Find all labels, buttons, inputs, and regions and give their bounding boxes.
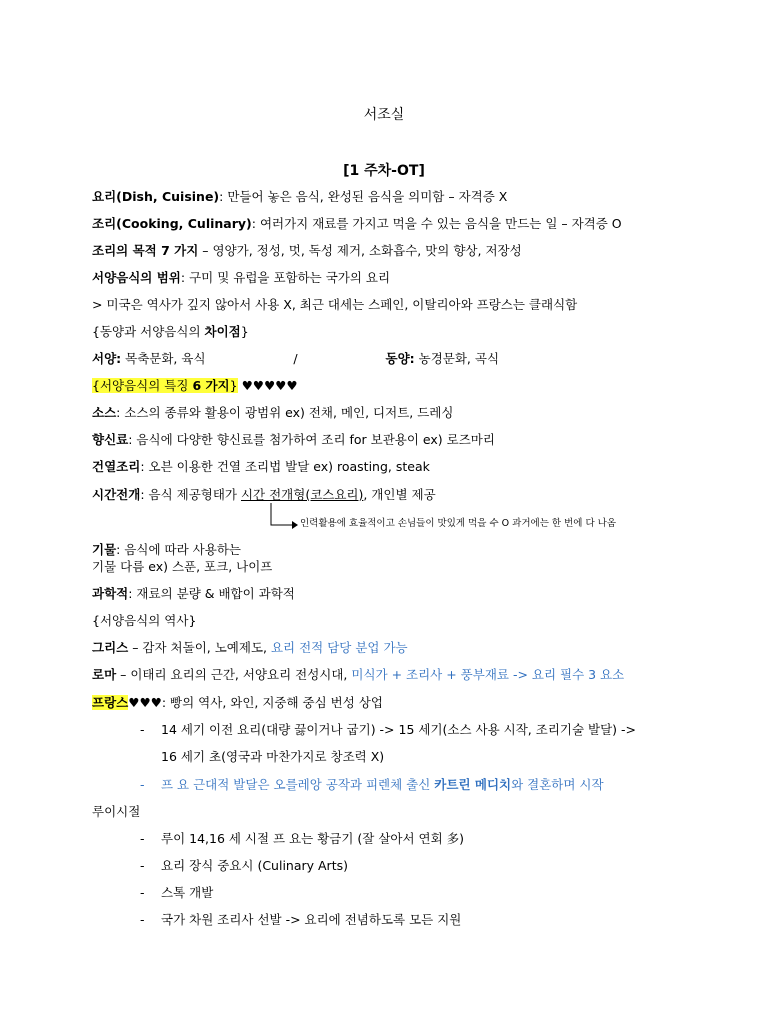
arrow-icon: [268, 503, 298, 533]
text: {서양음식의 특징: [92, 378, 193, 393]
bullet-dash: -: [140, 722, 145, 737]
term: 로마: [92, 667, 117, 682]
text: 목축문화, 육식: [121, 351, 206, 366]
text: , 개인별 제공: [363, 487, 436, 502]
term: 조리(Cooking, Culinary): [92, 216, 252, 231]
text: }: [229, 378, 238, 393]
term: 그리스: [92, 640, 129, 655]
term: 과학적: [92, 586, 129, 601]
bullet-dash: -: [140, 885, 145, 900]
line-dish: [92, 188, 507, 206]
week-heading: [1 주차-OT]: [343, 163, 425, 179]
text: 농경문화, 곡식: [414, 351, 500, 366]
document-title: 서조실: [363, 107, 405, 123]
text: : 오븐 이용한 건열 조리법 발달 ex) roasting, steak: [140, 459, 430, 474]
line-scope: [92, 269, 390, 287]
bullet-dash: -: [140, 831, 145, 846]
bullet-text: 요리 장식 중요시 (Culinary Arts): [161, 858, 348, 873]
line-utensils: [92, 541, 241, 559]
text: : 구미 및 유럽을 포함하는 국가의 요리: [180, 270, 391, 285]
highlight: [92, 378, 238, 393]
term: 조리의 목적 7 가지: [92, 243, 199, 258]
term: 기물: [92, 542, 117, 557]
line-purpose: [92, 242, 522, 260]
bullet-dash: -: [140, 858, 145, 873]
line-time: [92, 486, 436, 504]
line-louis: 루이시절: [92, 804, 141, 819]
line-difference-heading: [92, 323, 249, 341]
line-rome: [92, 666, 624, 684]
text: 프 요 근대적 발달은 오를레앙 공작과 피렌체 출신: [161, 777, 435, 792]
line-cooking: [92, 215, 622, 233]
text: 와 결혼하며 시작: [511, 777, 604, 792]
line-sauce: [92, 404, 453, 422]
term: 소스: [92, 405, 117, 420]
text: : 음식에 다양한 향신료를 첨가하여 조리 for 보관용이 ex) 로즈마리: [128, 432, 495, 447]
slash: /: [293, 351, 298, 366]
hearts: ♥♥♥♥♥: [237, 378, 298, 393]
text: – 이태리 요리의 근간, 서양요리 전성시대,: [116, 667, 352, 682]
underlined-text: 시간 전개형(코스요리): [240, 487, 364, 502]
term: 건열조리: [92, 459, 141, 474]
bullet-continuation: 16 세기 초(영국과 마찬가지로 창조력 X): [161, 749, 385, 764]
bullet-text: 루이 14,16 세 시절 프 요는 황금기 (잘 살아서 연회 多): [161, 831, 465, 846]
text: : 음식에 따라 사용하는: [116, 542, 241, 557]
blue-text: 미식가 + 조리사 + 풍부재료 -> 요리 필수 3 요소: [351, 667, 625, 682]
text: {동양과 서양음식의: [92, 324, 205, 339]
line-spice: [92, 431, 495, 449]
term: 시간전개: [92, 487, 141, 502]
bullet-text: 국가 차원 조리사 선발 -> 요리에 전념하도록 모든 지원: [161, 912, 462, 927]
text: : 재료의 분량 & 배합이 과학적: [128, 586, 295, 601]
line-west-east: [92, 350, 499, 368]
text: }: [240, 324, 249, 339]
text: : 음식 제공형태가: [140, 487, 241, 502]
term: 프랑스: [92, 695, 129, 710]
bullet-text: [161, 776, 604, 794]
text: : 빵의 역사, 와인, 지중해 중심 번성 상업: [161, 695, 383, 710]
hearts: ♥♥♥: [128, 695, 162, 710]
term: 카트린 메디치: [434, 777, 512, 792]
line-france: [92, 694, 383, 712]
line-greece: [92, 639, 408, 657]
bullet-dash: -: [140, 777, 145, 792]
text: – 감자 처돌이, 노예제도,: [128, 640, 271, 655]
term: 차이점: [204, 324, 241, 339]
term: 요리(Dish, Cuisine): [92, 189, 220, 204]
time-note: 인력활용에 효율적이고 손님들이 맛있게 먹을 수 O 과거에는 한 번에 다 나옴: [300, 518, 617, 529]
text: : 소스의 종류와 활용이 광범위 ex) 전채, 메인, 디저트, 드레싱: [116, 405, 454, 420]
text: – 영양가, 정성, 멋, 독성 제거, 소화흡수, 맛의 향상, 저장성: [198, 243, 522, 258]
line-history-heading: {서양음식의 역사}: [92, 613, 197, 628]
bullet-dash: -: [140, 912, 145, 927]
line-usa-note: > 미국은 역사가 깊지 않아서 사용 X, 최근 대세는 스페인, 이탈리아와 프랑스는 클래식함: [92, 297, 578, 312]
term-west: 서양:: [92, 351, 122, 366]
text: : 여러가지 재료를 가지고 먹을 수 있는 음식을 만드는 일 – 자격증 O: [251, 216, 622, 231]
line-dry-heat: [92, 458, 430, 476]
line-scientific: [92, 585, 295, 603]
blue-text: 요리 전적 담당 분업 가능: [270, 640, 408, 655]
text: : 만들어 놓은 음식, 완성된 음식을 의미함 – 자격증 X: [219, 189, 508, 204]
term: 향신료: [92, 432, 129, 447]
bullet-text: 14 세기 이전 요리(대량 끓이거나 굽기) -> 15 세기(소스 사용 시작, 조리기술 발달) ->: [161, 722, 637, 737]
bullet-text: 스톡 개발: [161, 885, 214, 900]
term-east: 동양:: [385, 351, 415, 366]
term: 서양음식의 범위: [92, 270, 181, 285]
line-features-heading: [92, 377, 298, 395]
term: 6 가지: [192, 378, 230, 393]
line-utensils-cont: 기물 다름 ex) 스푼, 포크, 나이프: [92, 559, 273, 574]
